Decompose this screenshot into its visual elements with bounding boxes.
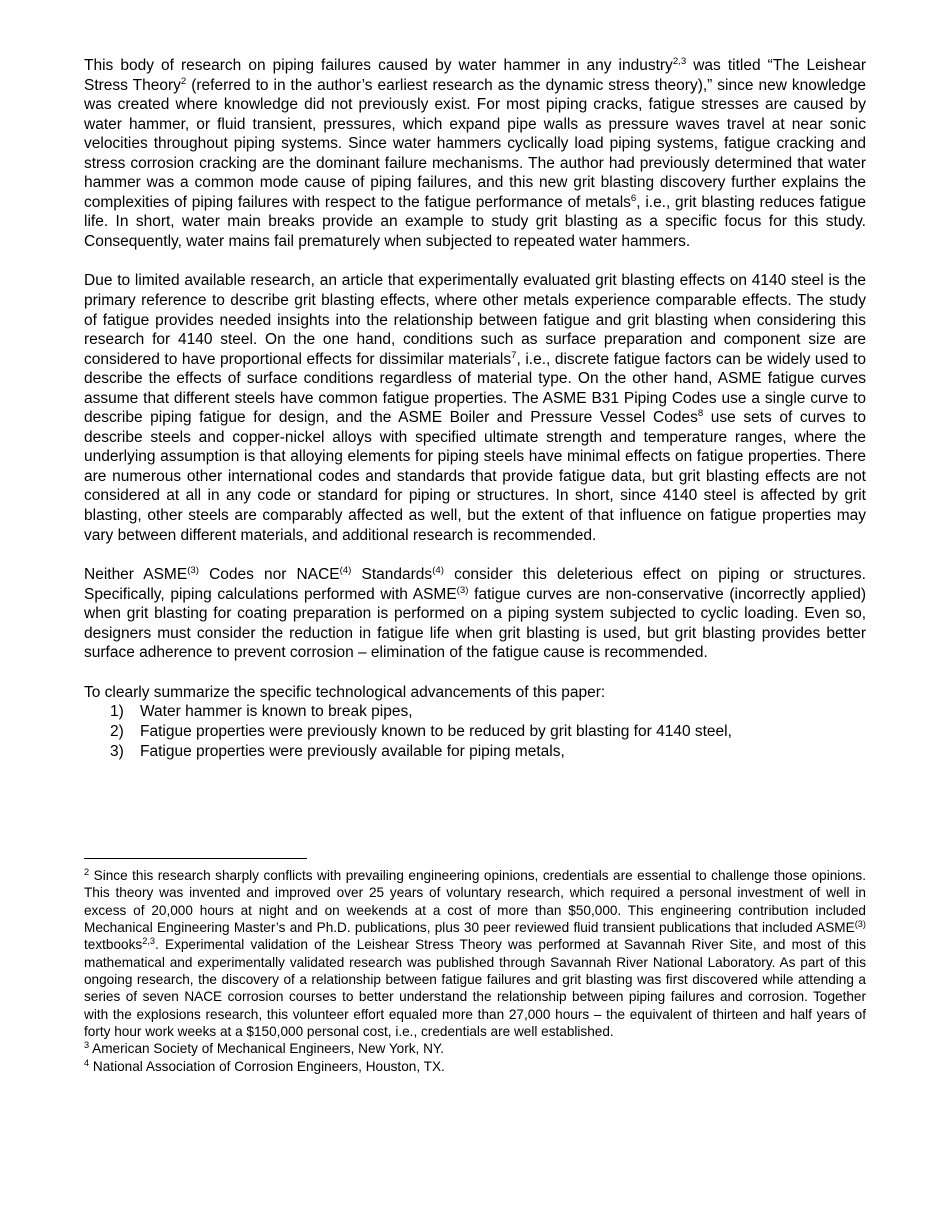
p2-text-a: Due to limited available research, an article that experimentally evaluated grit blasting effects on 4140 steel is the primary reference to describe grit blasting effects, where other metals experience comparable effects. The study of fatigue provides needed insights into the relationship between fatigue and grit blasting when considering this research for 4140 steel. On the one hand, conditions such as surface preparation and component size are considered to have proportional effects for dissimilar materials xyxy=(84,272,866,368)
footnote-2-text-a: Since this research sharply conflicts with prevailing engineering opinions, credentials are essential to challenge those opinions. This theory was invented and improved over 25 years of voluntary research, which required a personal investment of well in excess of 20,000 hours at night and on weekends at a cost of more than $50,000. This engineering contribution included Mechanical Engineering Master’s and Ph.D. publications, plus 30 peer reviewed fluid transient publications that included ASME xyxy=(84,868,866,936)
summary-list xyxy=(84,702,866,761)
footnote-separator xyxy=(84,858,307,859)
p3-text-a: Neither ASME xyxy=(84,566,188,584)
footnote-reference: (3) xyxy=(187,565,199,577)
document-body xyxy=(84,56,866,761)
list-item-text: Fatigue properties were previously available for piping metals, xyxy=(140,742,565,760)
footnote-2 xyxy=(84,867,866,1040)
p3-text-c: Standards xyxy=(351,566,433,584)
list-item-text: Water hammer is known to break pipes, xyxy=(140,703,413,721)
footnote-mark: 2 xyxy=(84,866,90,877)
footnote-3-text: American Society of Mechanical Engineers, New York, NY. xyxy=(89,1041,445,1057)
p3-text-d: consider this deleterious effect on piping or structures. Specifically, piping calculations performed with ASME xyxy=(84,566,866,603)
footnote-reference: (3) xyxy=(854,918,866,929)
list-item xyxy=(84,722,866,742)
footnotes-section xyxy=(84,867,866,1075)
footnote-reference: (4) xyxy=(339,565,352,577)
list-item xyxy=(84,702,866,722)
p1-text-d: , i.e., grit blasting reduces fatigue life. In short, water main breaks provide an example to study grit blasting as a specific focus for this study. Consequently, water mains fail prematurely when subjected to repeated water hammers. xyxy=(84,193,866,250)
list-item-number: 2) xyxy=(110,722,124,740)
citation-superscript: 6 xyxy=(630,192,637,204)
p2-text-c: use sets of curves to describe steels and copper-nickel alloys with specified ultimate strength and temperature ranges, where the underlying assumption is that alloying elements for piping steels have minimal effects on fatigue properties. There are numerous other international codes and standards that provide fatigue data, but grit blasting effects are not considered at all in any code or standard for piping or structures. In short, since 4140 steel is affected by grit blasting, other steels are comparably affected as well, but the extent of that influence on fatigue properties may vary between different materials, and additional research is recommended. xyxy=(84,409,866,544)
citation-superscript: 8 xyxy=(697,408,704,420)
footnote-2-text-c: . Experimental validation of the Leishear Stress Theory was performed at Savannah River Site, and most of this mathematical and experimentally validated research was published through Savannah River National Laboratory. As part of this ongoing research, the discovery of a relationship between fatigue failures and grit blasting was first discovered while attending a series of seven NACE corrosion courses to better understand the relationship between piping failures and corrosion. Together with the explosions research, this volunteer effort equaled more than 27,000 hours – the equivalent of thirteen and half years of forty hour work weeks at a $150,000 personal cost, i.e., credentials are well established. xyxy=(84,937,866,1040)
paragraph-codes-standards xyxy=(84,565,866,663)
footnote-2-text-b: textbooks xyxy=(84,937,143,953)
p1-text-c: (referred to in the author’s earliest research as the dynamic stress theory),” since new knowledge was created where knowledge did not previously exist. For most piping cracks, fatigue stresses are caused by water hammer, or fluid transient, pressures, which expand pipe walls as pressure waves travel at near sonic velocities throughout piping systems. Since water hammers cyclically load piping systems, fatigue cracking and stress corrosion cracking are the dominant failure mechanisms. The author had previously determined that water hammer was a common mode cause of piping failures, and this new grit blasting discovery further explains the complexities of piping failures with respect to the fatigue performance of metals xyxy=(84,76,866,211)
footnote-3 xyxy=(84,1040,866,1057)
footnote-mark: 3 xyxy=(84,1040,90,1051)
footnote-reference: (4) xyxy=(432,565,444,577)
citation-superscript: 7 xyxy=(511,349,517,361)
citation-superscript: 2 xyxy=(180,75,187,87)
citation-superscript: 2,3 xyxy=(672,56,687,68)
list-item-text: Fatigue properties were previously known to be reduced by grit blasting for 4140 steel, xyxy=(140,722,732,740)
paragraph-water-hammer-research xyxy=(84,56,866,251)
footnote-mark: 4 xyxy=(84,1057,90,1068)
p3-text-b: Codes nor NACE xyxy=(198,566,340,584)
footnote-4-text: National Association of Corrosion Engineers, Houston, TX. xyxy=(89,1058,445,1074)
p1-text-b: was titled “The Leishear Stress Theory xyxy=(84,57,866,94)
paragraph-summary-intro: To clearly summarize the specific technological advancements of this paper: xyxy=(84,683,606,701)
list-item-number: 1) xyxy=(110,703,124,721)
list-item xyxy=(84,742,866,762)
p2-text-b: , i.e., discrete fatigue factors can be widely used to describe the effects of surface conditions regardless of material type. On the other hand, ASME fatigue curves assume that different steels have common fatigue properties. The ASME B31 Piping Codes use a single curve to describe piping fatigue for design, and the ASME Boiler and Pressure Vessel Codes xyxy=(84,350,866,427)
p1-text-a: This body of research on piping failures caused by water hammer in any industry xyxy=(84,57,673,74)
list-item-number: 3) xyxy=(110,742,124,760)
footnote-4 xyxy=(84,1058,866,1075)
paragraph-4140-steel-research xyxy=(84,271,866,545)
citation-superscript: 2,3 xyxy=(142,936,156,947)
footnote-reference: (3) xyxy=(456,584,469,596)
p3-text-e: fatigue curves are non-conservative (incorrectly applied) when grit blasting for coating preparation is performed on a piping system subjected to cyclic loading. Even so, designers must consider the reduction in fatigue life when grit blasting is used, but grit blasting provides better surface adherence to prevent corrosion – elimination of the fatigue cause is recommended. xyxy=(84,585,866,662)
